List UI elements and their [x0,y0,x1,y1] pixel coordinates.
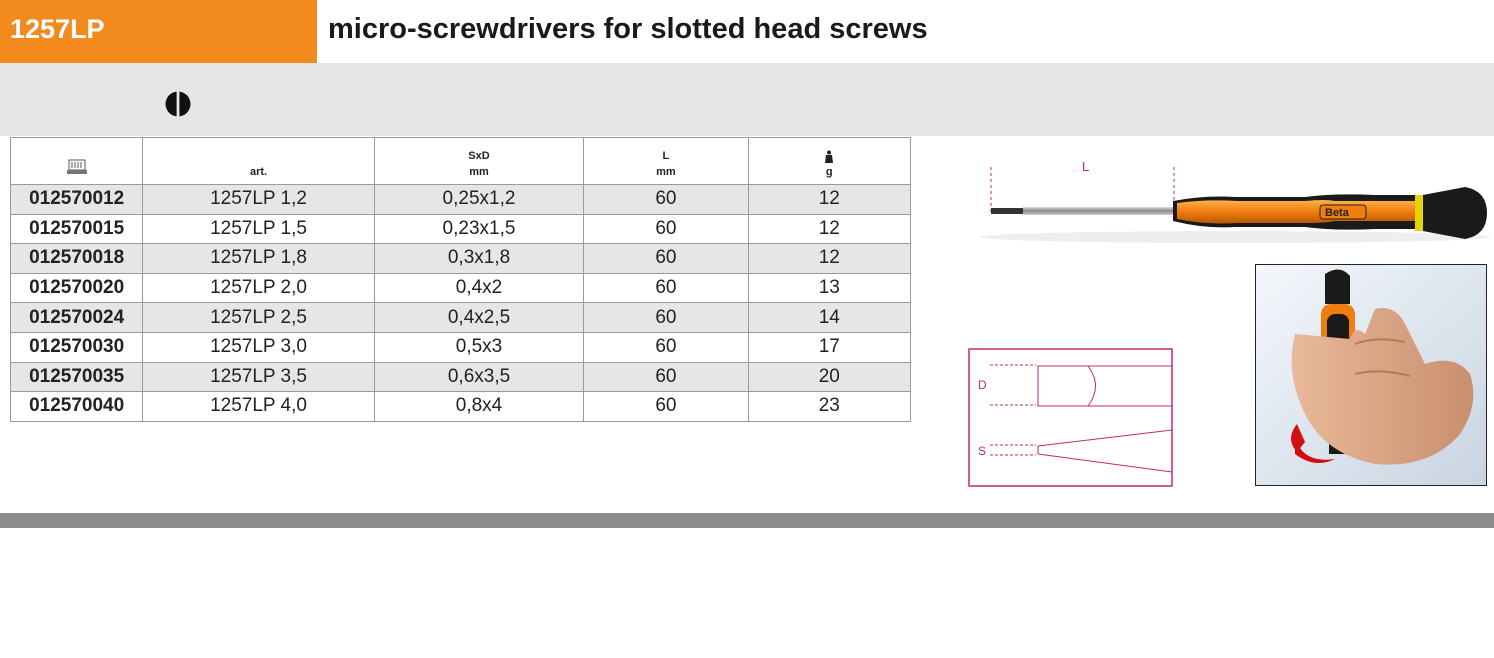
product-code: 1257LP [10,14,105,44]
brand-label: Beta [1325,207,1349,219]
cell-l: 60 [584,214,748,244]
cell-sxd: 0,5x3 [374,332,583,362]
cell-code: 012570015 [11,214,143,244]
cell-sxd: 0,4x2,5 [374,303,583,333]
d-label: D [978,378,987,392]
cell-l: 60 [584,244,748,274]
table-row [11,214,911,244]
cell-art: 1257LP 1,8 [143,244,375,274]
cell-g: 13 [748,273,910,303]
cell-code: 012570035 [11,362,143,392]
cell-sxd: 0,3x1,8 [374,244,583,274]
product-code-box [0,0,317,63]
cell-l: 60 [584,332,748,362]
cell-g: 20 [748,362,910,392]
table-row [11,392,911,422]
cell-g: 17 [748,332,910,362]
cell-code: 012570030 [11,332,143,362]
header-l-line2: mm [656,166,676,178]
header-art-line2: art. [249,166,268,178]
footer-bar [0,513,1494,528]
header-sxd-line2: mm [469,166,489,178]
table-row [11,303,911,333]
cell-code: 012570024 [11,303,143,333]
weight-icon [824,150,834,164]
header-art [143,138,375,185]
header-l-line1: L [662,150,670,162]
cell-l: 60 [584,273,748,303]
table-row [11,273,911,303]
slotted-head-icon [165,91,191,117]
cell-l: 60 [584,185,748,215]
cell-sxd: 0,25x1,2 [374,185,583,215]
cell-art: 1257LP 1,5 [143,214,375,244]
cell-art: 1257LP 2,0 [143,273,375,303]
cell-g: 14 [748,303,910,333]
cell-g: 12 [748,214,910,244]
screwdriver-image [975,155,1490,255]
cell-g: 23 [748,392,910,422]
table-row [11,244,911,274]
tip-dimension-diagram [968,348,1174,488]
cell-l: 60 [584,392,748,422]
cell-art: 1257LP 2,5 [143,303,375,333]
cell-g: 12 [748,185,910,215]
cell-art: 1257LP 3,0 [143,332,375,362]
table-row [11,362,911,392]
table-row [11,332,911,362]
cell-code: 012570018 [11,244,143,274]
hand-holding-screwdriver-photo [1255,264,1487,486]
cell-g: 12 [748,244,910,274]
s-label: S [978,444,987,458]
cell-sxd: 0,23x1,5 [374,214,583,244]
cell-l: 60 [584,362,748,392]
page-title: micro-screwdrivers for slotted head screws [328,13,928,45]
cell-art: 1257LP 1,2 [143,185,375,215]
cell-art: 1257LP 3,5 [143,362,375,392]
cell-code: 012570012 [11,185,143,215]
header-weight-line2: g [825,166,833,178]
barcode-box-icon [66,159,88,175]
cell-l: 60 [584,303,748,333]
cell-art: 1257LP 4,0 [143,392,375,422]
length-label: L [1082,159,1090,174]
header-code [11,138,143,185]
table-header-row [11,138,911,185]
spec-table [10,137,911,422]
header-sxd [374,138,583,185]
cell-code: 012570040 [11,392,143,422]
header-weight [748,138,910,185]
table-row [11,185,911,215]
header-band [0,63,1494,136]
header-sxd-line1: SxD [468,150,490,162]
cell-sxd: 0,8x4 [374,392,583,422]
cell-sxd: 0,6x3,5 [374,362,583,392]
cell-sxd: 0,4x2 [374,273,583,303]
header-l [584,138,748,185]
cell-code: 012570020 [11,273,143,303]
